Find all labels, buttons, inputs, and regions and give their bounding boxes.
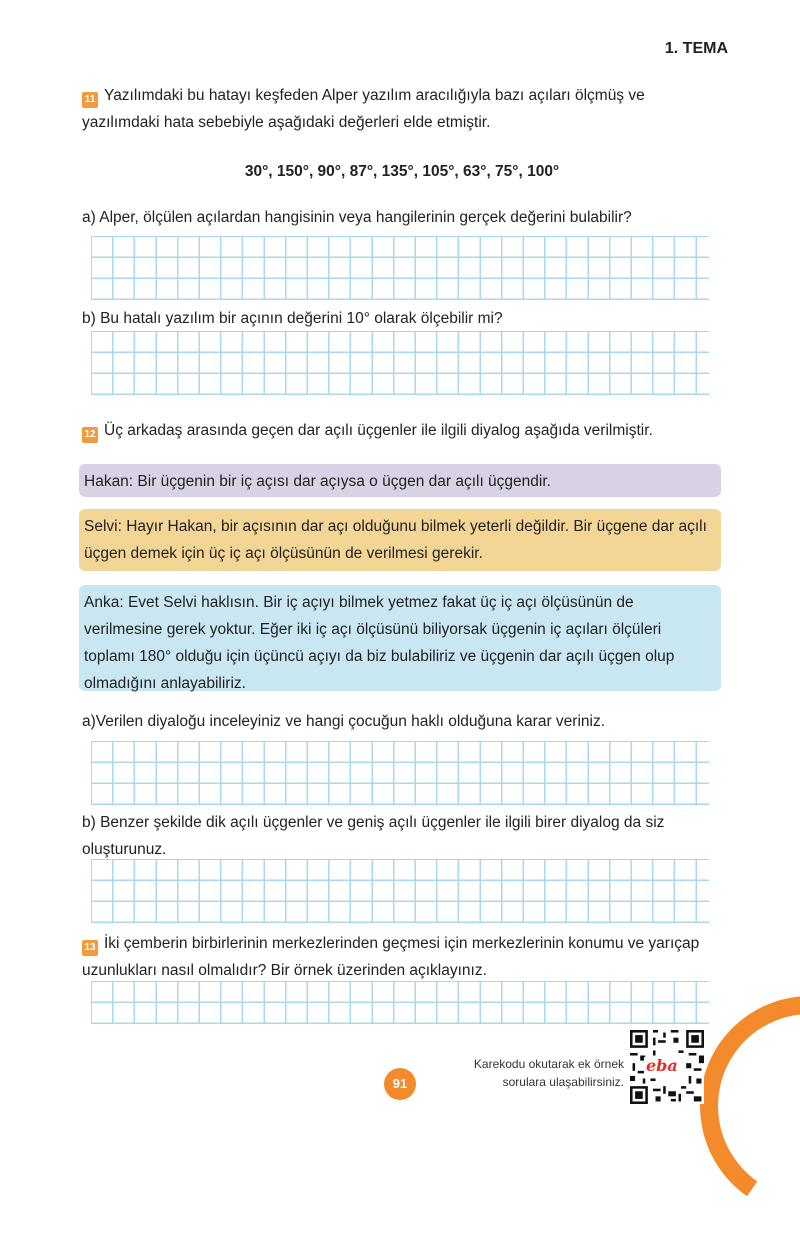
question-12-part-b: b) Benzer şekilde dik açılı üçgenler ve geniş açılı üçgenler ile ilgili birer diyalog da siz oluşturunuz. — [82, 814, 665, 858]
question-number-badge: 12 — [82, 427, 98, 443]
question-11 — [82, 82, 722, 136]
question-13 — [82, 930, 722, 984]
theme-title: 1. TEMA — [664, 40, 728, 57]
dialog-hakan: Hakan: Bir üçgenin bir iç açısı dar açıysa o üçgen dar açılı üçgendir. — [79, 464, 721, 497]
answer-grid-12b[interactable] — [91, 859, 709, 923]
question-11-text: Yazılımdaki bu hatayı keşfeden Alper yazılım aracılığıyla bazı açıları ölçmüş ve yazılımdaki hata sebebiyle aşağıdaki değerleri elde etmiştir. — [82, 87, 645, 131]
qr-caption-line2: sorulara ulaşabilirsiniz. — [502, 1075, 624, 1089]
dialog-selvi: Selvi: Hayır Hakan, bir açısının dar açı olduğunu bilmek yeterli değildir. Bir üçgene dar açılı üçgen demek için üç iç açı ölçüsünün de verilmesi gerekir. — [79, 509, 721, 571]
question-13-text: İki çemberin birbirlerinin merkezlerinden geçmesi için merkezlerinin konumu ve yarıçap uzunlukları nasıl olmalıdır? Bir örnek üzerinden açıklayınız. — [82, 935, 700, 979]
question-number-badge: 13 — [82, 940, 98, 956]
angle-values: 30°, 150°, 90°, 87°, 135°, 105°, 63°, 75°, 100° — [244, 163, 560, 180]
qr-caption — [474, 1055, 624, 1091]
question-11-part-b: b) Bu hatalı yazılım bir açının değerini 10° olarak ölçebilir mi? — [82, 310, 503, 327]
question-12 — [82, 417, 722, 444]
page-number: 91 — [384, 1068, 416, 1100]
question-12-text: Üç arkadaş arasında geçen dar açılı üçgenler ile ilgili diyalog aşağıda verilmiştir. — [104, 422, 653, 439]
answer-grid-11b[interactable] — [91, 331, 709, 395]
question-number-badge: 11 — [82, 92, 98, 108]
answer-grid-12a[interactable] — [91, 741, 709, 805]
question-12-part-a: a)Verilen diyaloğu inceleyiniz ve hangi çocuğun haklı olduğuna karar veriniz. — [82, 713, 606, 730]
qr-caption-line1: Karekodu okutarak ek örnek — [473, 1057, 624, 1071]
answer-grid-11a[interactable] — [91, 236, 709, 300]
dialog-anka: Anka: Evet Selvi haklısın. Bir iç açıyı bilmek yetmez fakat üç iç açı ölçüsünün de verilmesine gerek yoktur. Eğer iki iç açı ölçüsünü biliyorsak üçgenin iç açıları ölçüleri toplamı 180° olduğu için üçüncü açıyı da biz bulabiliriz ve üçgenin dar açılı üçgen olup olmadığını anlayabiliriz. — [79, 585, 721, 691]
question-11-part-a: a) Alper, ölçülen açılardan hangisinin veya hangilerinin gerçek değerini bulabilir? — [82, 209, 632, 226]
answer-grid-13[interactable] — [91, 981, 709, 1024]
eba-logo: eba — [646, 1056, 678, 1075]
